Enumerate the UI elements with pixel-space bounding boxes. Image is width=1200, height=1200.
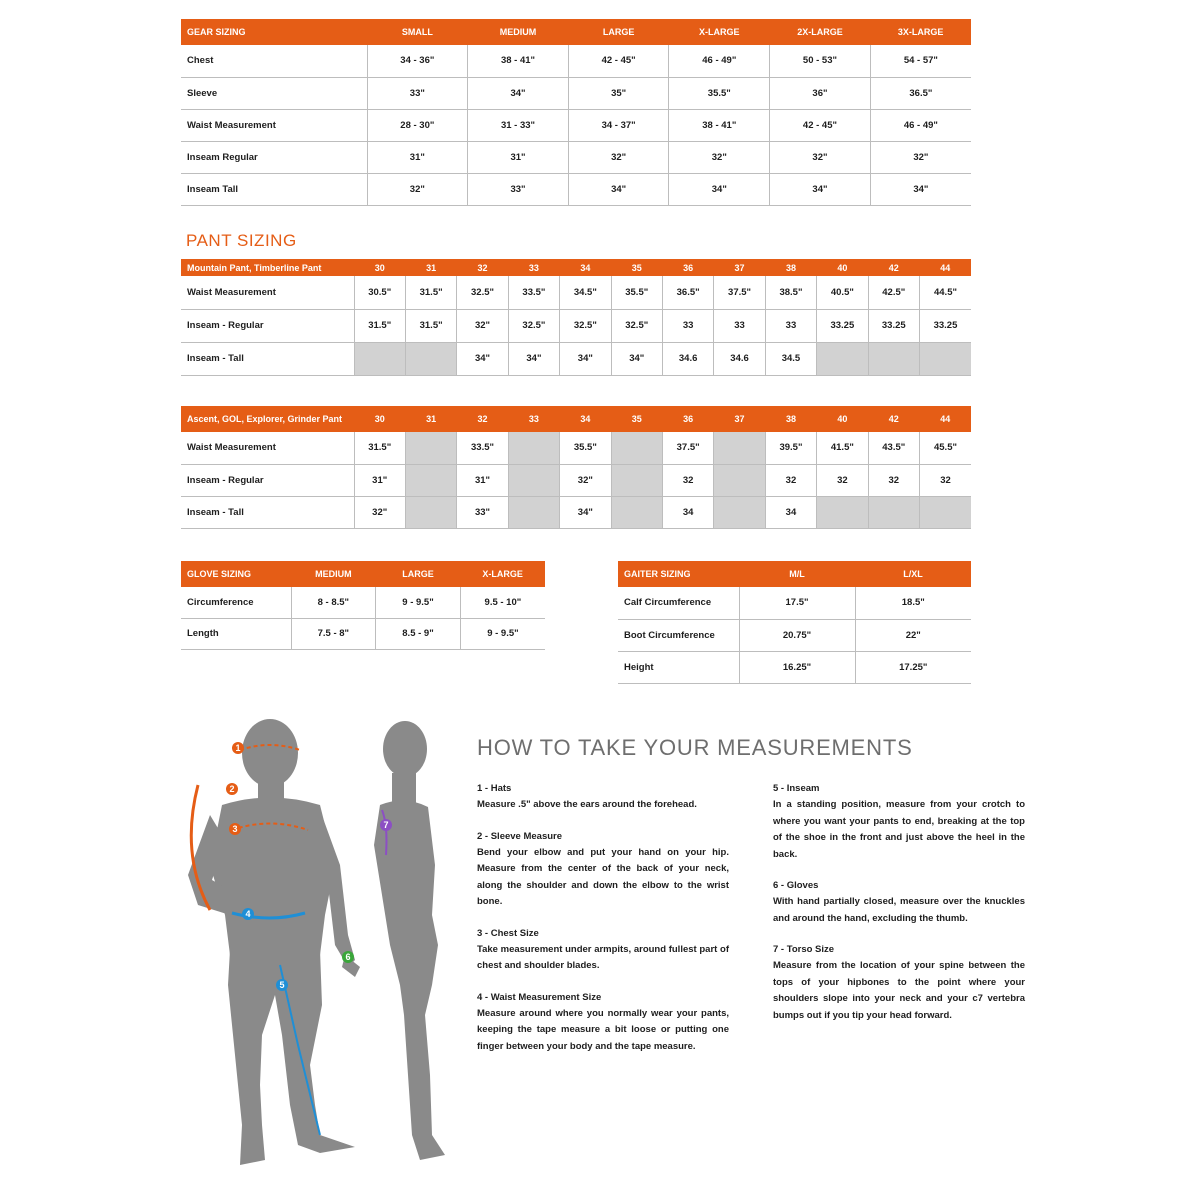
pant2-size-header: 35 xyxy=(611,406,662,432)
pant2-size-header: 36 xyxy=(662,406,713,432)
svg-text:2: 2 xyxy=(229,784,235,794)
table-cell: 43.5" xyxy=(868,432,919,464)
pant1-size-header: 34 xyxy=(560,259,611,276)
table-cell: 35" xyxy=(568,77,669,109)
table-cell: 33" xyxy=(468,173,569,205)
row-label: Waist Measurement xyxy=(181,109,367,141)
row-label: Inseam - Regular xyxy=(181,309,354,342)
row-label: Inseam - Tall xyxy=(181,342,354,375)
table-cell: 33.5" xyxy=(508,276,559,309)
instruction-text: Measure around where you normally wear your pants, keeping the tape measure a bit loose or putting one finger between your body and the tape measure. xyxy=(477,1007,729,1052)
instruction-item xyxy=(477,928,729,975)
table-cell: 31" xyxy=(468,141,569,173)
table-cell: 38.5" xyxy=(765,276,816,309)
table-cell: 31" xyxy=(457,464,508,496)
table-cell xyxy=(919,342,971,375)
instruction-title: 1 - Hats xyxy=(477,783,512,794)
table-cell: 32" xyxy=(457,309,508,342)
table-cell: 34" xyxy=(457,342,508,375)
table-cell xyxy=(919,496,971,528)
pant-sizing-table-ascent xyxy=(181,406,971,529)
gear-size-header: MEDIUM xyxy=(468,19,569,45)
svg-text:4: 4 xyxy=(245,909,251,919)
table-cell: 46 - 49" xyxy=(870,109,971,141)
table-cell xyxy=(508,464,559,496)
table-cell: 42.5" xyxy=(868,276,919,309)
svg-text:5: 5 xyxy=(279,980,285,990)
table-cell: 54 - 57" xyxy=(870,45,971,77)
row-label: Inseam Tall xyxy=(181,173,367,205)
instruction-title: 4 - Waist Measurement Size xyxy=(477,991,602,1003)
instruction-title: 3 - Chest Size xyxy=(477,927,539,939)
side-figure-illustration xyxy=(360,715,470,1185)
glove-header-label: GLOVE SIZING xyxy=(181,561,291,587)
gear-size-header: 2X-LARGE xyxy=(770,19,871,45)
table-row xyxy=(181,432,971,464)
table-cell: 42 - 45" xyxy=(770,109,871,141)
table-cell: 33.5" xyxy=(457,432,508,464)
row-label: Sleeve xyxy=(181,77,367,109)
pant2-size-header: 42 xyxy=(868,406,919,432)
instruction-text: In a standing position, measure from your crotch to where you want your pants to end, breaking at the top of the shoe in the front and just above the heel in the back. xyxy=(773,799,1025,860)
svg-text:3: 3 xyxy=(232,824,238,834)
table-cell: 9.5 - 10" xyxy=(460,587,545,618)
table-cell: 50 - 53" xyxy=(770,45,871,77)
glove-size-header: X-LARGE xyxy=(460,561,545,587)
table-cell: 34" xyxy=(611,342,662,375)
glove-sizing-table xyxy=(181,561,545,650)
row-label: Inseam Regular xyxy=(181,141,367,173)
table-cell: 37.5" xyxy=(714,276,765,309)
table-cell xyxy=(714,496,765,528)
svg-text:6: 6 xyxy=(345,952,351,962)
pant2-size-header: 33 xyxy=(508,406,559,432)
pant1-size-header: 38 xyxy=(765,259,816,276)
instruction-item xyxy=(477,831,729,911)
table-cell: 35.5" xyxy=(560,432,611,464)
instruction-title: 7 - Torso Size xyxy=(773,944,835,955)
table-cell: 44.5" xyxy=(919,276,971,309)
table-cell xyxy=(817,342,868,375)
pant1-size-header: 40 xyxy=(817,259,868,276)
table-row xyxy=(181,618,545,649)
pant2-size-header: 32 xyxy=(457,406,508,432)
table-row xyxy=(618,619,971,651)
table-row xyxy=(181,173,971,205)
pant2-size-header: 34 xyxy=(560,406,611,432)
instruction-text: Measure from the location of your spine between the tops of your hipbones to the point where your shoulders slope into your neck and your c7 vertebra bumps out if you tip your head forward. xyxy=(773,960,1025,1021)
table-cell: 34" xyxy=(770,173,871,205)
table-cell: 34" xyxy=(669,173,770,205)
instructions-right-column xyxy=(773,783,1025,1041)
table-cell: 32.5" xyxy=(611,309,662,342)
table-row xyxy=(181,309,971,342)
table-cell: 38 - 41" xyxy=(468,45,569,77)
row-label: Inseam - Tall xyxy=(181,496,354,528)
table-cell xyxy=(611,432,662,464)
instruction-item xyxy=(477,992,729,1056)
pant2-header-label: Ascent, GOL, Explorer, Grinder Pant xyxy=(181,406,354,432)
table-cell: 32.5" xyxy=(508,309,559,342)
pant-sizing-table-mountain xyxy=(181,259,971,376)
table-cell: 36" xyxy=(770,77,871,109)
table-cell: 30.5" xyxy=(354,276,405,309)
pant2-size-header: 40 xyxy=(817,406,868,432)
table-cell: 40.5" xyxy=(817,276,868,309)
table-cell xyxy=(354,342,405,375)
gaiter-sizing-table xyxy=(618,561,971,684)
glove-size-header: LARGE xyxy=(376,561,461,587)
table-cell: 38 - 41" xyxy=(669,109,770,141)
table-cell: 32.5" xyxy=(560,309,611,342)
table-cell: 34" xyxy=(508,342,559,375)
pant2-size-header: 31 xyxy=(405,406,456,432)
table-row xyxy=(181,109,971,141)
table-row xyxy=(618,587,971,619)
row-label: Chest xyxy=(181,45,367,77)
table-cell xyxy=(714,464,765,496)
instruction-text: Take measurement under armpits, around fullest part of chest and shoulder blades. xyxy=(477,943,729,971)
instruction-text: Bend your elbow and put your hand on your hip. Measure from the center of the back of your neck, along the shoulder and down the elbow to the wrist bone. xyxy=(477,846,729,907)
instruction-title: 6 - Gloves xyxy=(773,880,819,891)
table-cell: 32" xyxy=(568,141,669,173)
gaiter-size-header: L/XL xyxy=(855,561,971,587)
table-cell: 7.5 - 8" xyxy=(291,618,376,649)
pant1-size-header: 37 xyxy=(714,259,765,276)
table-cell: 33 xyxy=(662,309,713,342)
table-cell: 34 xyxy=(765,496,816,528)
instruction-item xyxy=(477,783,729,814)
table-cell: 8 - 8.5" xyxy=(291,587,376,618)
instruction-item xyxy=(773,783,1025,863)
table-row xyxy=(181,141,971,173)
gear-size-header: X-LARGE xyxy=(669,19,770,45)
pant1-size-header: 35 xyxy=(611,259,662,276)
table-row xyxy=(618,651,971,683)
table-cell: 32 xyxy=(919,464,971,496)
row-label: Waist Measurement xyxy=(181,276,354,309)
pant2-size-header: 37 xyxy=(714,406,765,432)
gear-size-header: LARGE xyxy=(568,19,669,45)
table-cell: 42 - 45" xyxy=(568,45,669,77)
pant1-size-header: 31 xyxy=(405,259,456,276)
table-cell: 33.25 xyxy=(919,309,971,342)
table-cell: 34" xyxy=(560,496,611,528)
pant1-size-header: 44 xyxy=(919,259,971,276)
table-cell: 17.25" xyxy=(855,651,971,683)
row-label: Calf Circumference xyxy=(618,587,739,619)
gear-sizing-table xyxy=(181,19,971,206)
table-cell: 32 xyxy=(868,464,919,496)
pant2-size-header: 38 xyxy=(765,406,816,432)
table-cell: 31" xyxy=(354,464,405,496)
table-cell: 34.6 xyxy=(714,342,765,375)
table-cell: 34.5 xyxy=(765,342,816,375)
table-cell: 32 xyxy=(817,464,868,496)
table-cell xyxy=(611,464,662,496)
table-cell: 34 - 37" xyxy=(568,109,669,141)
table-cell: 17.5" xyxy=(739,587,855,619)
row-label: Boot Circumference xyxy=(618,619,739,651)
table-cell: 32 xyxy=(662,464,713,496)
table-cell xyxy=(405,464,456,496)
table-cell: 34" xyxy=(560,342,611,375)
instruction-item xyxy=(773,944,1025,1024)
table-cell: 18.5" xyxy=(855,587,971,619)
table-cell xyxy=(405,342,456,375)
gear-header-label: GEAR SIZING xyxy=(181,19,367,45)
table-cell: 16.25" xyxy=(739,651,855,683)
table-cell: 33" xyxy=(457,496,508,528)
pant1-size-header: 42 xyxy=(868,259,919,276)
table-cell: 45.5" xyxy=(919,432,971,464)
glove-size-header: MEDIUM xyxy=(291,561,376,587)
gear-size-header: 3X-LARGE xyxy=(870,19,971,45)
pant2-size-header: 44 xyxy=(919,406,971,432)
gaiter-header-label: GAITER SIZING xyxy=(618,561,739,587)
table-row xyxy=(181,45,971,77)
table-cell: 22" xyxy=(855,619,971,651)
instruction-item xyxy=(773,880,1025,927)
table-cell: 32" xyxy=(669,141,770,173)
instruction-text: With hand partially closed, measure over the knuckles and around the hand, excluding the thumb. xyxy=(773,896,1025,924)
table-cell: 32.5" xyxy=(457,276,508,309)
table-cell: 9 - 9.5" xyxy=(460,618,545,649)
table-cell: 41.5" xyxy=(817,432,868,464)
table-cell: 34 xyxy=(662,496,713,528)
table-cell xyxy=(405,432,456,464)
gear-size-header: SMALL xyxy=(367,19,468,45)
table-cell: 8.5 - 9" xyxy=(376,618,461,649)
svg-text:7: 7 xyxy=(383,820,389,830)
table-cell: 34.6 xyxy=(662,342,713,375)
row-label: Circumference xyxy=(181,587,291,618)
pant1-size-header: 32 xyxy=(457,259,508,276)
pant1-header-label: Mountain Pant, Timberline Pant xyxy=(181,259,354,276)
table-cell: 31 - 33" xyxy=(468,109,569,141)
table-cell: 35.5" xyxy=(611,276,662,309)
table-cell xyxy=(508,496,559,528)
table-row xyxy=(181,464,971,496)
table-cell xyxy=(714,432,765,464)
instruction-title: 5 - Inseam xyxy=(773,783,820,794)
table-row xyxy=(181,587,545,618)
row-label: Length xyxy=(181,618,291,649)
table-row xyxy=(181,496,971,528)
instructions-left-column xyxy=(477,783,729,1072)
table-cell: 20.75" xyxy=(739,619,855,651)
pant1-size-header: 33 xyxy=(508,259,559,276)
table-cell: 34" xyxy=(870,173,971,205)
table-row xyxy=(181,342,971,375)
pant2-size-header: 30 xyxy=(354,406,405,432)
table-cell: 33" xyxy=(367,77,468,109)
table-cell: 36.5" xyxy=(662,276,713,309)
table-cell: 31" xyxy=(367,141,468,173)
table-cell: 31.5" xyxy=(405,309,456,342)
row-label: Waist Measurement xyxy=(181,432,354,464)
table-cell xyxy=(817,496,868,528)
table-row xyxy=(181,276,971,309)
table-cell xyxy=(868,342,919,375)
table-cell: 35.5" xyxy=(669,77,770,109)
table-cell: 31.5" xyxy=(354,432,405,464)
how-to-measure-title: HOW TO TAKE YOUR MEASUREMENTS xyxy=(477,735,913,760)
table-cell xyxy=(611,496,662,528)
table-cell: 28 - 30" xyxy=(367,109,468,141)
table-cell: 33 xyxy=(714,309,765,342)
instruction-title: 2 - Sleeve Measure xyxy=(477,830,563,842)
pant1-size-header: 36 xyxy=(662,259,713,276)
table-row xyxy=(181,77,971,109)
table-cell: 32" xyxy=(870,141,971,173)
table-cell: 31.5" xyxy=(405,276,456,309)
table-cell: 32" xyxy=(770,141,871,173)
table-cell: 39.5" xyxy=(765,432,816,464)
table-cell: 34 - 36" xyxy=(367,45,468,77)
table-cell xyxy=(868,496,919,528)
table-cell: 34" xyxy=(568,173,669,205)
table-cell: 33 xyxy=(765,309,816,342)
table-cell xyxy=(405,496,456,528)
table-cell: 32" xyxy=(367,173,468,205)
table-cell: 36.5" xyxy=(870,77,971,109)
table-cell: 32 xyxy=(765,464,816,496)
row-label: Height xyxy=(618,651,739,683)
row-label: Inseam - Regular xyxy=(181,464,354,496)
pant1-size-header: 30 xyxy=(354,259,405,276)
table-cell: 33.25 xyxy=(868,309,919,342)
pant-sizing-title: PANT SIZING xyxy=(186,231,297,250)
table-cell: 31.5" xyxy=(354,309,405,342)
table-cell: 37.5" xyxy=(662,432,713,464)
gaiter-size-header: M/L xyxy=(739,561,855,587)
table-cell: 9 - 9.5" xyxy=(376,587,461,618)
table-cell: 34" xyxy=(468,77,569,109)
table-cell xyxy=(508,432,559,464)
instruction-text: Measure .5" above the ears around the forehead. xyxy=(477,799,697,810)
table-cell: 33.25 xyxy=(817,309,868,342)
svg-text:1: 1 xyxy=(235,743,241,753)
table-cell: 34.5" xyxy=(560,276,611,309)
table-cell: 32" xyxy=(354,496,405,528)
table-cell: 32" xyxy=(560,464,611,496)
table-cell: 46 - 49" xyxy=(669,45,770,77)
